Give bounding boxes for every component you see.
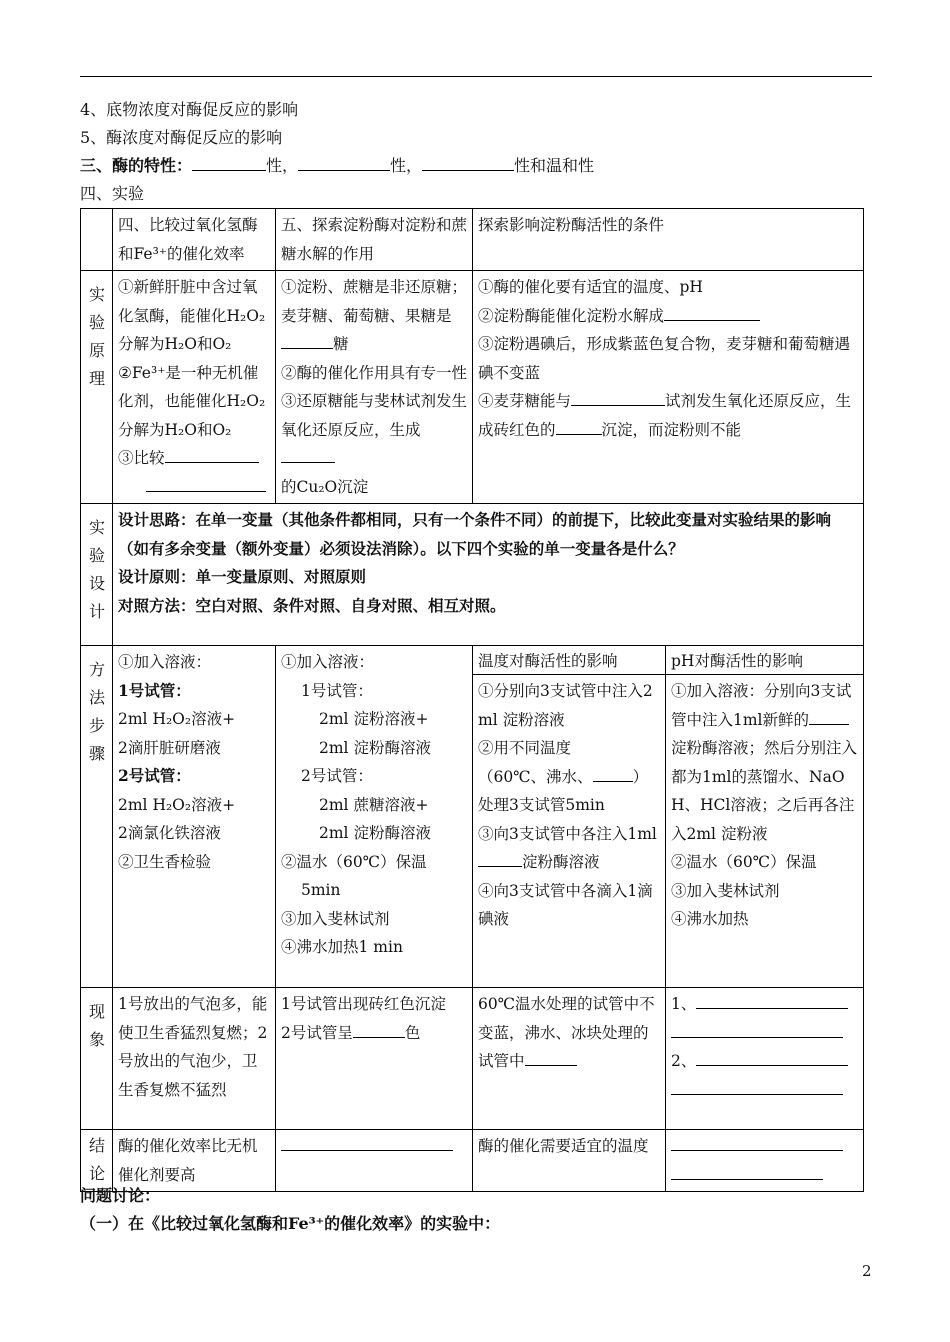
principle-c3: ①酶的催化要有适宜的温度、pH ②淀粉酶能催化淀粉水解成 ③淀粉遇碘后，形成紫蓝色复合物，麦芽糖和葡萄糖遇碘不变蓝 ④麦芽糖能与 试剂发生氧化还原反应，生成砖红色的 沉淀，而淀粉则不能 (473, 271, 864, 504)
blank-3[interactable] (422, 152, 514, 171)
header-conditions: 探索影响淀粉酶活性的条件 (473, 209, 864, 271)
design-row (81, 504, 864, 646)
discussion-title: 问题讨论： (80, 1186, 161, 1205)
blank-sugar-type[interactable] (281, 330, 333, 349)
principle-c2: ①淀粉、蔗糖是非还原糖；麦芽糖、葡萄糖、果糖是糖 ②酶的催化作用具有专一性③还原糖能与斐林试剂发生氧化还原反应，生成 的Cu₂O沉淀 (276, 271, 473, 504)
blank-conclusion-4a[interactable] (671, 1132, 843, 1151)
blank-ph-2b[interactable] (671, 1076, 843, 1095)
table-header-row (81, 209, 864, 271)
blank-color[interactable] (353, 1019, 405, 1038)
conclusion-row (81, 1130, 864, 1192)
blank-ph-2[interactable] (696, 1047, 848, 1066)
label-design: 实验设计 (88, 518, 105, 621)
header-catalase: 四、比较过氧化氢酶和Fe³⁺的催化效率 (113, 209, 276, 271)
blank-ph-1b[interactable] (671, 1019, 843, 1038)
enzyme-properties-line: 三、酶的特性： 性， 性， 性和温和性 (80, 152, 594, 180)
method-c2: ①加入溶液： 1号试管： 2ml 淀粉溶液+ 2ml 淀粉酶溶液 2号试管： 2ml 蔗糖溶液+ 2ml 淀粉酶溶液 ②温水（60℃）保温 5min ③加入斐林试剂 ④沸水加热1 min (276, 646, 473, 988)
blank-2[interactable] (298, 152, 390, 171)
section-4-title: 四、实验 (80, 184, 145, 203)
top-rule (80, 76, 872, 77)
blank-compare[interactable] (165, 444, 259, 463)
principle-row (81, 271, 864, 504)
header-ph: pH对酶活性的影响 (666, 646, 863, 675)
phenomenon-c2: 1号试管出现砖红色沉淀 2号试管呈 色 (276, 988, 473, 1130)
method-c3: 温度对酶活性的影响 ①分别向3支试管中注入2ml 淀粉溶液 ②用不同温度 （60℃、沸水、 ） 处理3支试管5min ③向3支试管中各注入1ml 淀粉酶溶液 ④向3支试管中各滴入1滴碘液 (473, 646, 666, 988)
item-5: 5、酶浓度对酶促反应的影响 (80, 128, 283, 147)
blank-product[interactable] (281, 444, 335, 463)
discussion-q1: （一）在《比较过氧化氢酶和Fe³⁺的催化效率》的实验中： (80, 1214, 501, 1233)
page-number: 2 (862, 1262, 872, 1280)
phenomenon-c1: 1号放出的气泡多，能使卫生香猛烈复燃；2号放出的气泡少，卫生香复燃不猛烈 (113, 988, 276, 1130)
label-conclusion: 结论 (88, 1136, 105, 1183)
blank-compare-2[interactable] (146, 473, 266, 492)
blank-hydrolysis[interactable] (664, 302, 760, 321)
experiment-table (80, 208, 864, 1192)
blank-reagent[interactable] (571, 387, 665, 406)
phenomenon-c3: 60℃温水处理的试管中不变蓝，沸水、冰块处理的试管中 (473, 988, 666, 1130)
blank-phenomenon-temp[interactable] (525, 1047, 577, 1066)
item-4: 4、底物浓度对酶促反应的影响 (80, 100, 299, 119)
blank-ph-1[interactable] (696, 990, 848, 1009)
method-row (81, 646, 864, 988)
blank-precipitate[interactable] (556, 416, 602, 435)
conclusion-c4 (666, 1130, 864, 1192)
blank-fresh[interactable] (809, 706, 849, 725)
method-c4: pH对酶活性的影响 ①加入溶液：分别向3支试管中注入1ml新鲜的淀粉酶溶液；然后分别注入都为1ml的蒸馏水、NaOH、HCl溶液；之后再各注入2ml 淀粉液 ②温水（60℃）保温 ③加入斐林试剂 ④沸水加热 (666, 646, 864, 988)
header-temperature: 温度对酶活性的影响 (473, 646, 665, 675)
conclusion-c2 (276, 1130, 473, 1192)
method-c1: ①加入溶液： 1号试管： 2ml H₂O₂溶液+ 2滴肝脏研磨液 2号试管： 2ml H₂O₂溶液+ 2滴氯化铁溶液 ②卫生香检验 (113, 646, 276, 988)
section-3-title: 三、酶的特性： (80, 156, 193, 175)
principle-c1: ①新鲜肝脏中含过氧化氢酶，能催化H₂O₂分解为H₂O和O₂ ②Fe³⁺是一种无机催化剂，也能催化H₂O₂分解为H₂O和O₂ ③比较 (113, 271, 276, 504)
label-method: 方法步骤 (88, 660, 105, 763)
blank-enzyme-amount[interactable] (478, 848, 522, 867)
design-content: 设计思路：在单一变量（其他条件都相同，只有一个条件不同）的前提下，比较此变量对实验结果的影响（如有多余变量（额外变量）必须设法消除）。以下四个实验的单一变量各是什么？ 设计原则：单一变量原则、对照原则 对照方法：空白对照、条件对照、自身对照、相互对照。 (113, 504, 864, 646)
blank-temperature[interactable] (593, 763, 633, 782)
conclusion-c1: 酶的催化效率比无机催化剂要高 (113, 1130, 276, 1192)
phenomenon-row (81, 988, 864, 1130)
label-phenomenon: 现象 (88, 1002, 105, 1049)
label-principle: 实验原理 (88, 285, 105, 388)
blank-conclusion-2[interactable] (281, 1132, 453, 1151)
phenomenon-c4: 1、 2、 (666, 988, 864, 1130)
header-amylase: 五、探索淀粉酶对淀粉和蔗糖水解的作用 (276, 209, 473, 271)
blank-conclusion-4b[interactable] (671, 1161, 823, 1180)
conclusion-c3: 酶的催化需要适宜的温度 (473, 1130, 666, 1192)
blank-1[interactable] (192, 152, 266, 171)
